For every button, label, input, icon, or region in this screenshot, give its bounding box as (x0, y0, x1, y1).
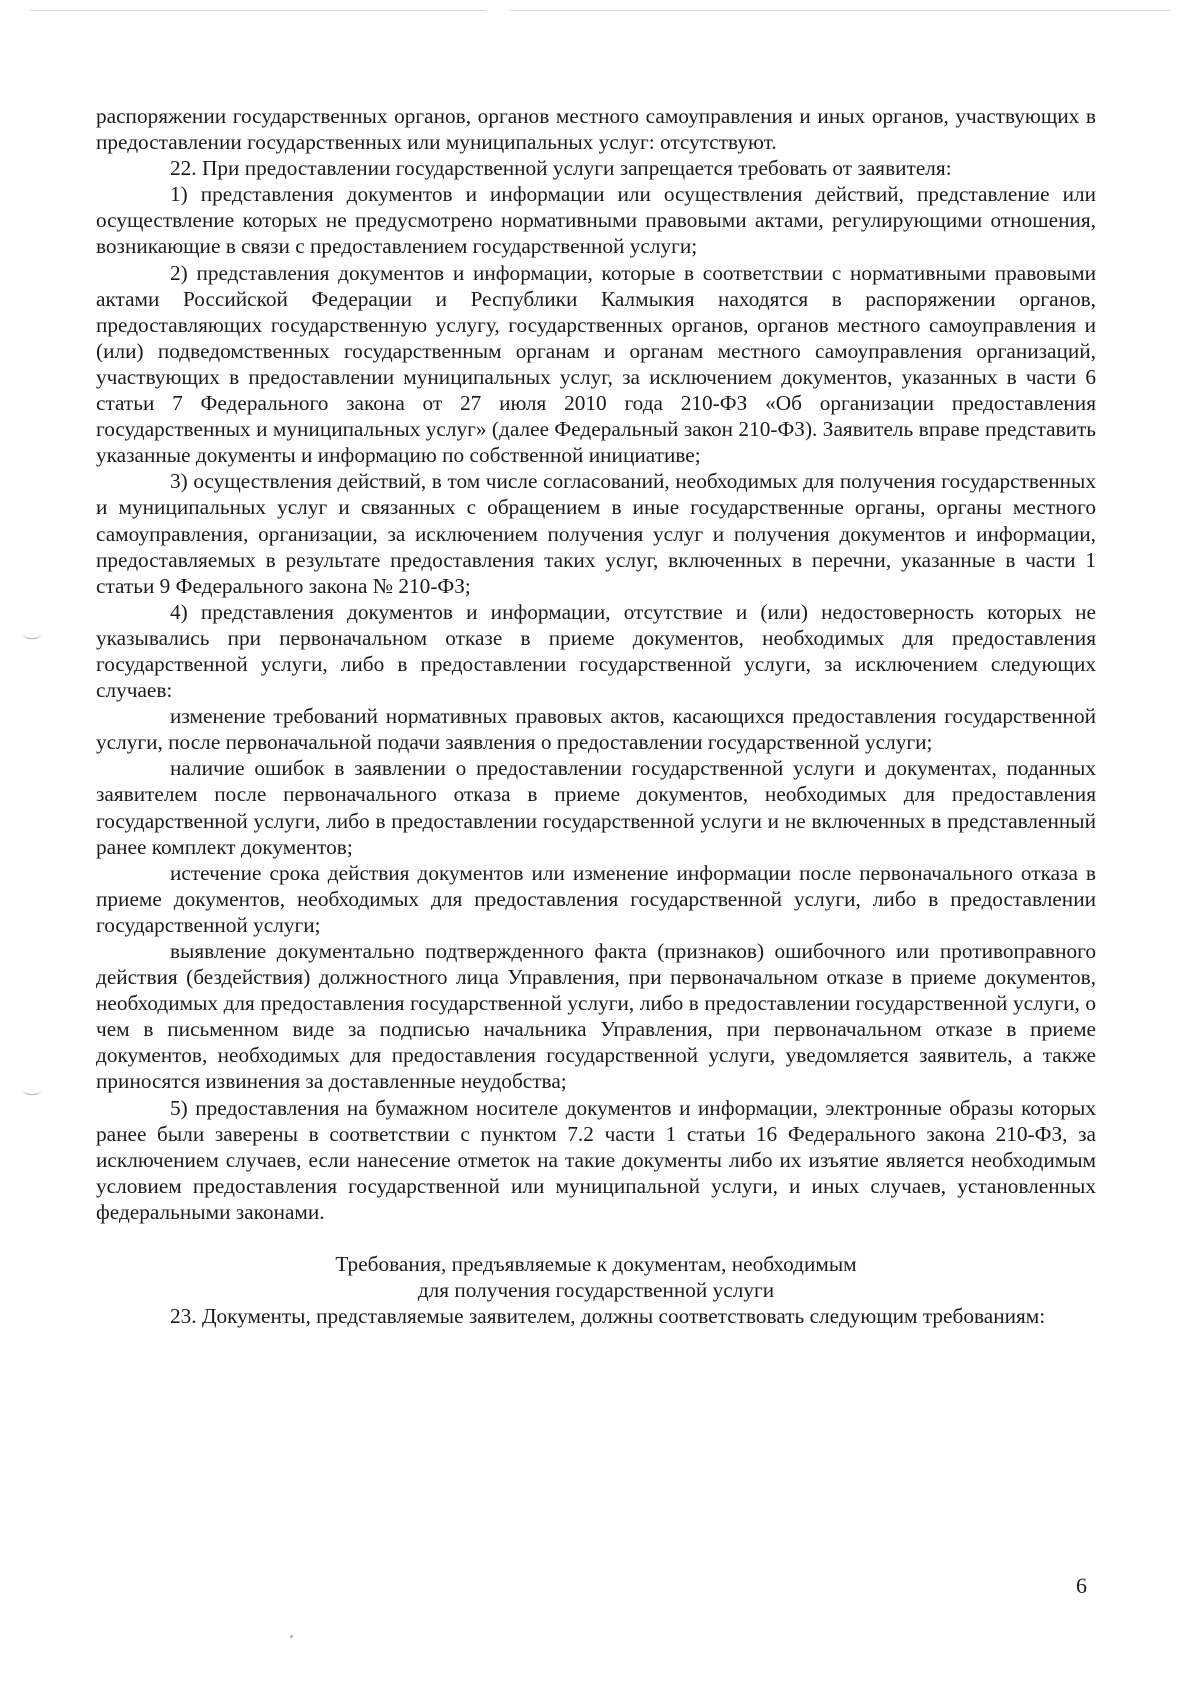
section-heading-line-1: Требования, предъявляемые к документам, необходимым (335, 1252, 857, 1277)
page-number: 6 (1076, 1573, 1087, 1598)
scan-artifact (290, 1635, 293, 1638)
exception-4: выявление документально подтвержденного факта (признаков) ошибочного или противоправного действия (бездействия) должностного лица Управления, при первоначальном отказе в приеме документов, необходимых для предоставления государственной услуги, либо в предоставлении государственной услуги, о чем в письменном виде за подписью начальника Управления, при первоначальном отказе в приеме документов, необходимых для предоставления государственной услуги, уведомляется заявитель, а также приносятся извинения за доставленные неудобства; (96, 939, 1096, 1094)
list-item-2: 2) представления документов и информации, которые в соответствии с нормативными правовыми актами Российской Федерации и Республики Калмыкия находятся в распоряжении органов, предоставляющих государственную услугу, государственных органов, органов местного самоуправления и (или) подведомственных государственным органам и органам местного самоуправления организаций, участвующих в предоставлении муниципальных услуг, за исключением документов, указанных в части 6 статьи 7 Федерального закона от 27 июля 2010 года 210-ФЗ «Об организации предоставления государственных и муниципальных услуг» (далее Федеральный закон 210-ФЗ). Заявитель вправе представить указанные документы и информацию по собственной инициативе; (96, 260, 1096, 468)
list-item-5: 5) предоставления на бумажном носителе документов и информации, электронные образы которых ранее были заверены в соответствии с пунктом 7.2 части 1 статьи 16 Федерального закона 210-ФЗ, за исключением случаев, если нанесение отметок на такие документы либо их изъятие является необходимым условием предоставления государственной или муниципальной услуги, и иных случаев, установленных федеральными законами. (96, 1095, 1096, 1224)
scan-artifact (22, 628, 42, 639)
exception-2: наличие ошибок в заявлении о предоставлении государственной услуги и документах, поданных заявителем после первоначального отказа в приеме документов, необходимых для предоставления государственной услуги, либо в предоставлении государственной услуги и не включенных в представленный ранее комплект документов; (96, 756, 1096, 859)
section-heading (96, 1251, 1096, 1303)
paragraph-23: 23. Документы, представляемые заявителем, должны соответствовать следующим требованиям: (170, 1304, 1046, 1329)
exception-1: изменение требований нормативных правовых актов, касающихся предоставления государственной услуги, после первоначальной подачи заявления о предоставлении государственной услуги; (96, 704, 1096, 755)
exception-3: истечение срока действия документов или изменение информации после первоначального отказа в приеме документов, необходимых для предоставления государственной услуги, либо в предоставлении государственной услуги; (96, 860, 1096, 937)
document-page (96, 103, 1096, 1329)
section-heading-line-2: для получения государственной услуги (417, 1278, 775, 1303)
paragraph-22: 22. При предоставлении государственной услуги запрещается требовать от заявителя: (170, 156, 952, 181)
scan-artifact (22, 1084, 42, 1095)
paragraph-1: распоряжении государственных органов, органов местного самоуправления и иных органов, участвующих в предоставлении государственных или муниципальных услуг: отсутствуют. (96, 104, 1096, 155)
scan-border-line (30, 10, 1170, 11)
list-item-1: 1) представления документов и информации или осуществления действий, представление или осуществление которых не предусмотрено нормативными правовыми актами, регулирующими отношения, возникающие в связи с предоставлением государственной услуги; (96, 182, 1096, 259)
list-item-3: 3) осуществления действий, в том числе согласований, необходимых для получения государственных и муниципальных услуг и связанных с обращением в иные государственные органы, органы местного самоуправления, организации, за исключением получения услуг и получения документов и информации, предоставляемых в результате предоставления таких услуг, включенных в перечни, указанные в части 1 статьи 9 Федерального закона № 210-ФЗ; (96, 469, 1096, 598)
list-item-4: 4) представления документов и информации, отсутствие и (или) недостоверность которых не указывались при первоначальном отказе в приеме документов, необходимых для предоставления государственной услуги, либо в предоставлении государственной услуги, за исключением следующих случаев: (96, 599, 1096, 703)
